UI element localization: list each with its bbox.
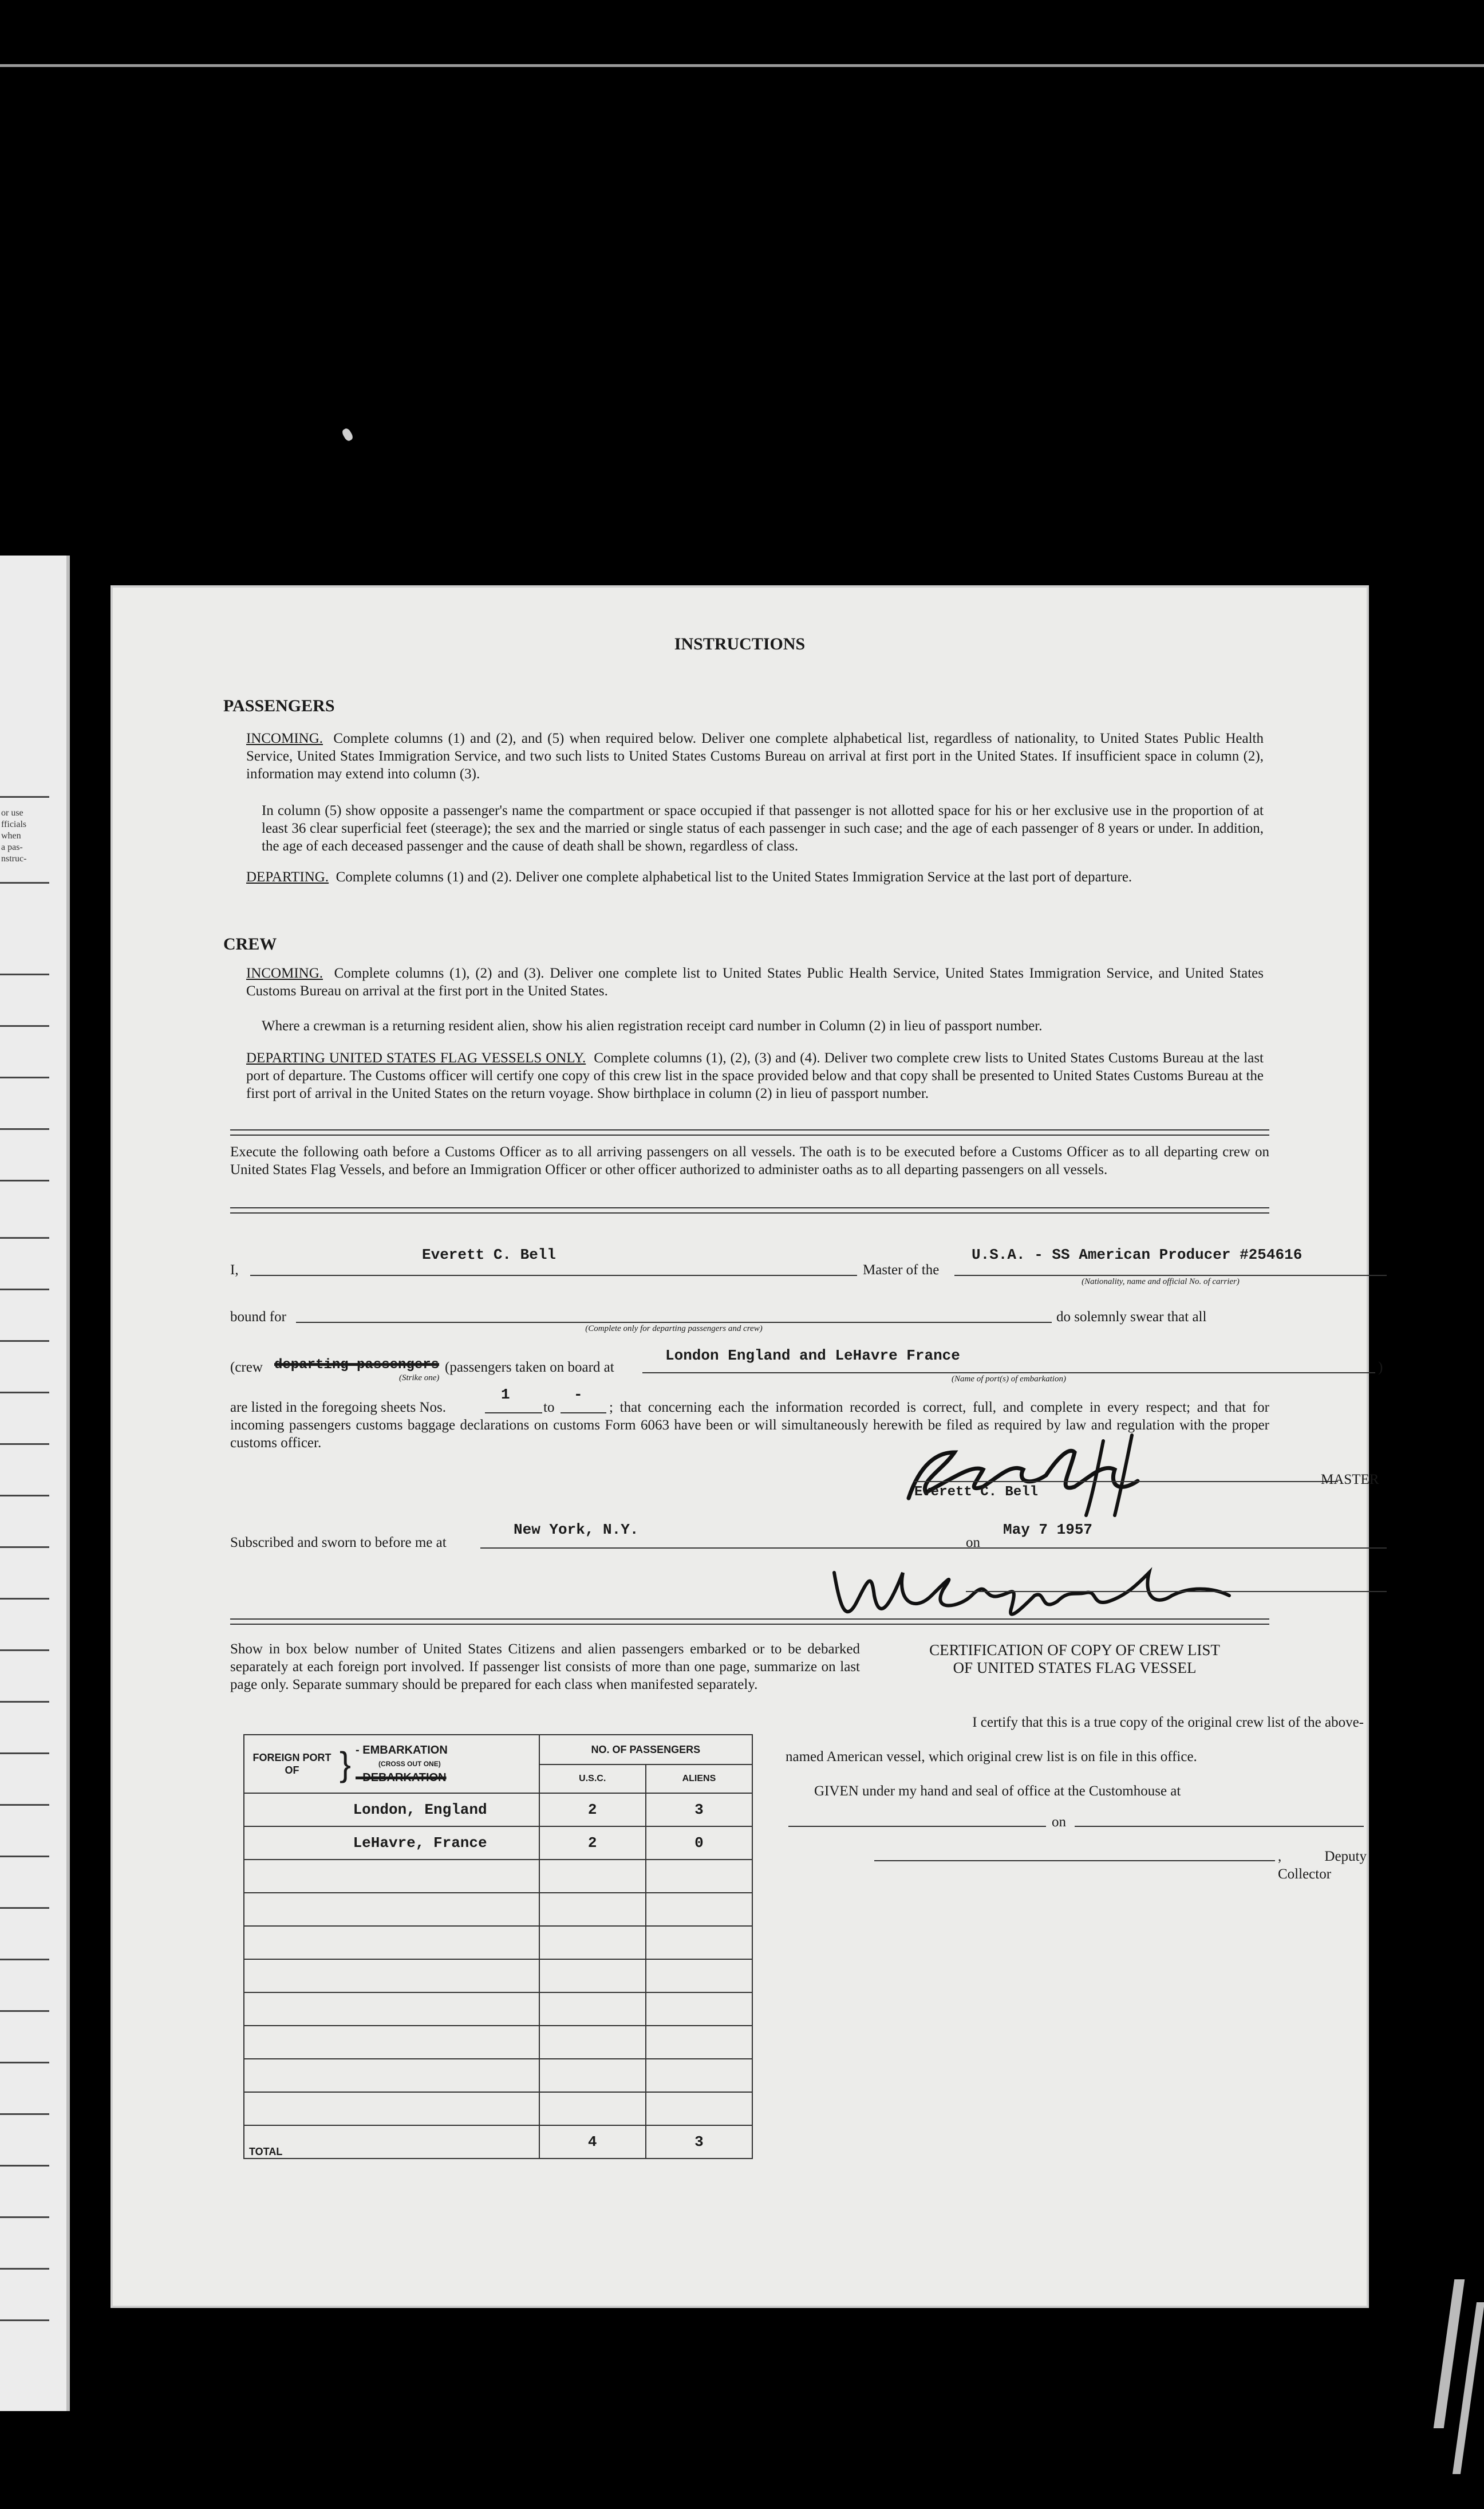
usc-cell[interactable] [539,1893,646,1926]
form-line [0,2216,49,2218]
usc-cell[interactable] [539,1860,646,1893]
summary-row [244,2092,752,2125]
total-aliens: 3 [646,2125,752,2159]
aliens-cell[interactable] [646,2092,752,2125]
passengers-departing-paragraph [246,868,1264,886]
port-cell[interactable]: London, England [244,1793,539,1826]
adjacent-page-left [0,556,70,2411]
passengers-heading: PASSENGERS [223,696,335,715]
port-cell[interactable] [244,2026,539,2059]
summary-rows [244,1793,752,2125]
usc-cell[interactable]: 2 [539,1826,646,1860]
aliens-cell[interactable]: 0 [646,1826,752,1860]
crew-struck-text: departing passengers [274,1357,440,1373]
no-of-passengers-label: NO. OF PASSENGERS [540,1735,752,1765]
form-line [0,1804,49,1806]
usc-cell[interactable] [539,2026,646,2059]
certification-title [788,1641,1361,1677]
customhouse-field[interactable] [788,1826,1046,1827]
page-fragment: nstruc- [1,854,27,864]
officer-signature [817,1538,1252,1630]
form-line [0,1392,49,1393]
aliens-cell[interactable] [646,1959,752,1992]
page-fragment: a pas- [1,842,23,852]
oath-intro: Execute the following oath before a Customs Officer as to all arriving passengers on all vessels. The oath is to be executed before a Customs Officer as to all departing crew on United States Flag Vessels, and before an Immigration Officer or other officer authorized to administer oaths as to all departing passengers on all vessels. [230,1144,1269,1177]
aliens-cell[interactable] [646,1926,752,1959]
crew-incoming-text: Complete columns (1), (2) and (3). Deliver one complete list to United States Public Health Service, United States Immigration Service, and United States Customs Bureau on arrival at the first port in the United States. [246,966,1264,999]
master-name-value: Everett C. Bell [422,1246,556,1263]
deputy-signature-field[interactable] [874,1860,1275,1861]
form-line [0,2165,49,2167]
summary-row [244,1992,752,2026]
crew-incoming-paragraph [246,964,1264,1000]
form-line [0,1649,49,1651]
deputy-collector-label: , Deputy Collector [1278,1849,1367,1882]
subscribed-label: Subscribed and sworn to before me at [230,1535,447,1550]
brace-glyph: } [340,1744,352,1783]
form-line [0,2268,49,2270]
usc-cell[interactable] [539,1959,646,1992]
certification-title-line1: CERTIFICATION OF COPY OF CREW LIST [929,1641,1220,1659]
port-cell[interactable] [244,2092,539,2125]
form-line [0,2062,49,2063]
ports-close: ) [1378,1360,1383,1375]
page-fragment: or use [1,808,23,818]
section-divider [230,1207,1269,1214]
strike-caption: (Strike one) [399,1373,440,1382]
master-title: MASTER [1321,1472,1379,1487]
summary-row [244,1793,752,1826]
film-border [0,64,1484,67]
crew-label: (crew [230,1360,263,1375]
passengers-incoming-paragraph [246,730,1264,783]
form-line [0,1025,49,1027]
form-line [0,1598,49,1600]
sworn-date-value: May 7 1957 [1003,1521,1093,1538]
swear-text: do solemnly swear that all [1056,1309,1207,1325]
summary-total-row [244,2125,752,2159]
form-line [0,1237,49,1239]
page-fragment: when [1,831,21,841]
departing-label: DEPARTING. [246,869,329,885]
ports-field[interactable] [642,1372,1375,1373]
taken-on-board-label: (passengers taken on board at [445,1360,614,1375]
document-page [113,588,1383,2306]
master-signature [886,1429,1206,1521]
usc-column-label: U.S.C. [540,1765,646,1793]
master-typed-name: Everett C. Bell [914,1484,1039,1500]
certification-date-field[interactable] [1075,1826,1364,1827]
summary-row [244,1860,752,1893]
port-cell[interactable] [244,2059,539,2092]
port-cell[interactable] [244,1926,539,1959]
sheets-label: are listed in the foregoing sheets Nos. [230,1400,446,1415]
certification-line1: I certify that this is a true copy of the original crew list of the above- [972,1715,1364,1730]
aliens-cell[interactable] [646,1992,752,2026]
port-cell[interactable] [244,1959,539,1992]
usc-cell[interactable] [539,2092,646,2125]
master-signature-line[interactable] [914,1481,1338,1482]
port-header-cell [244,1735,539,1793]
summary-row [244,2059,752,2092]
sheet-from-value: 1 [501,1386,510,1403]
vessel-caption: (Nationality, name and official No. of carrier) [1082,1277,1240,1286]
usc-cell[interactable] [539,1992,646,2026]
sworn-place-value: New York, N.Y. [514,1521,639,1538]
sheet-to-value: - [574,1386,583,1403]
page-fragment: fficials [1,820,27,829]
form-line [0,1546,49,1548]
adjacent-page-right [1444,2279,1484,2508]
aliens-cell[interactable] [646,1893,752,1926]
departing-text: Complete columns (1) and (2). Deliver one complete alphabetical list to the United States Immigration Service at the last port of departure. [336,869,1132,885]
page-edge [66,556,70,2411]
port-cell[interactable]: LeHavre, France [244,1826,539,1860]
summary-row [244,1959,752,1992]
crew-incoming-label: INCOMING. [246,966,323,981]
aliens-cell[interactable] [646,2059,752,2092]
summary-instructions: Show in box below number of United States Citizens and alien passengers embarked or to be debarked separately at each foreign port involved. If passenger list consists of more than one page, summarize on last page only. Separate summary should be prepared for each class when manifested separately. [230,1641,860,1692]
ports-caption: (Name of port(s) of embarkation) [952,1374,1066,1384]
incoming-text: Complete columns (1) and (2), and (5) when required below. Deliver one complete alphabetical list, regardless of nationality, to United States Public Health Service, United States Immigration Service, and two such lists to United States Customs Bureau on arrival at first port in the United States. If insufficient space in column (2), information may extend into column (3). [246,731,1264,782]
form-line [0,2319,49,2321]
vessel-field[interactable] [954,1275,1387,1276]
form-line [0,2010,49,2012]
incoming-label: INCOMING. [246,731,323,746]
summary-row [244,1893,752,1926]
crew-departing-label: DEPARTING UNITED STATES FLAG VESSELS ONLY. [246,1050,586,1066]
form-line [0,1495,49,1496]
form-line [0,1128,49,1130]
total-usc: 4 [539,2125,646,2159]
port-cell[interactable] [244,1992,539,2026]
port-cell[interactable] [244,1860,539,1893]
to-label: to [543,1400,555,1415]
form-line [0,974,49,975]
ports-value: London England and LeHavre France [665,1347,960,1364]
usc-cell[interactable]: 2 [539,1793,646,1826]
form-line [0,1752,49,1754]
cross-out-caption: (CROSS OUT ONE) [378,1760,441,1768]
form-line [0,2113,49,2115]
aliens-cell[interactable] [646,2026,752,2059]
crew-resident-paragraph: Where a crewman is a returning resident alien, show his alien registration receipt card number in Column (2) in lieu of passport number. [262,1018,1043,1034]
certification-title-line2: OF UNITED STATES FLAG VESSEL [953,1659,1197,1676]
passenger-summary-table [243,1734,753,2159]
master-name-field[interactable] [250,1275,857,1276]
bound-for-caption: (Complete only for departing passengers and crew) [585,1324,763,1333]
certification-on-label: on [1052,1814,1066,1830]
film-speck [341,427,354,442]
aliens-cell[interactable] [646,1860,752,1893]
summary-row [244,1926,752,1959]
officer-signature-line[interactable] [966,1591,1387,1592]
foreign-port-label: FOREIGN PORT OF [252,1752,331,1776]
section-divider [230,1618,1269,1625]
certification-line2: named American vessel, which original crew list is on file in this office. [786,1749,1197,1764]
form-line [0,1180,49,1181]
embarkation-label: - EMBARKATION [356,1744,448,1756]
form-line [0,1340,49,1342]
crew-departing-paragraph [246,1049,1264,1102]
passengers-column5-paragraph: In column (5) show opposite a passenger's name the compartment or space occupied if that passenger is not allotted space for his or her exclusive use in the proportion of at least 36 clear superficial feet (steerage); the sex and the married or single status of each passenger in such case; and the age of each passenger of 8 years or under. In addition, the age of each deceased passenger and the cause of death shall be shown, regardless of class. [262,803,1264,854]
usc-cell[interactable] [539,1926,646,1959]
instructions-title: INSTRUCTIONS [674,635,806,653]
form-line [0,1443,49,1445]
form-line [0,1701,49,1703]
crew-heading: CREW [223,935,277,954]
aliens-cell[interactable]: 3 [646,1793,752,1826]
vessel-value: U.S.A. - SS American Producer #254616 [972,1246,1303,1263]
summary-row [244,1826,752,1860]
master-of-label: Master of the [863,1262,940,1278]
form-line [0,796,49,798]
statement-text: ; that concerning each the information recorded is correct, full, and complete in every respect; and that for incoming passengers customs baggage declarations on customs Form 6063 have been or will simultaneously herewith be filed as required by law and regulation with the proper customs officer. [230,1400,1269,1451]
aliens-column-label: ALIENS [682,1774,716,1783]
form-line [0,882,49,884]
section-divider [230,1129,1269,1136]
total-label: TOTAL [244,2125,539,2159]
summary-row [244,2026,752,2059]
form-line [0,1907,49,1909]
usc-cell[interactable] [539,2059,646,2092]
port-cell[interactable] [244,1893,539,1926]
debarkation-struck: - DEBARKATION [356,1771,447,1784]
crew-departing-text: Complete columns (1), (2), (3) and (4). Deliver two complete crew lists to United States Customs Bureau at the last port of departure. The Customs officer will certify one copy of this crew list in the space provided below and that copy shall be presented to United States Customs Bureau at the first port of arrival in the United States on the return voyage. Show birthplace in column (2) in lieu of passport number. [246,1050,1264,1101]
summary-header-row [244,1735,752,1793]
bound-for-label: bound for [230,1309,286,1325]
form-line [0,1959,49,1960]
sworn-on-label: on [966,1535,980,1550]
form-line [0,1856,49,1857]
certification-line3: GIVEN under my hand and seal of office at the Customhouse at [814,1783,1181,1799]
i-label: I, [230,1262,239,1278]
form-line [0,1289,49,1290]
bound-for-field[interactable] [296,1322,1052,1323]
count-header-cell [539,1735,752,1793]
form-line [0,1077,49,1078]
